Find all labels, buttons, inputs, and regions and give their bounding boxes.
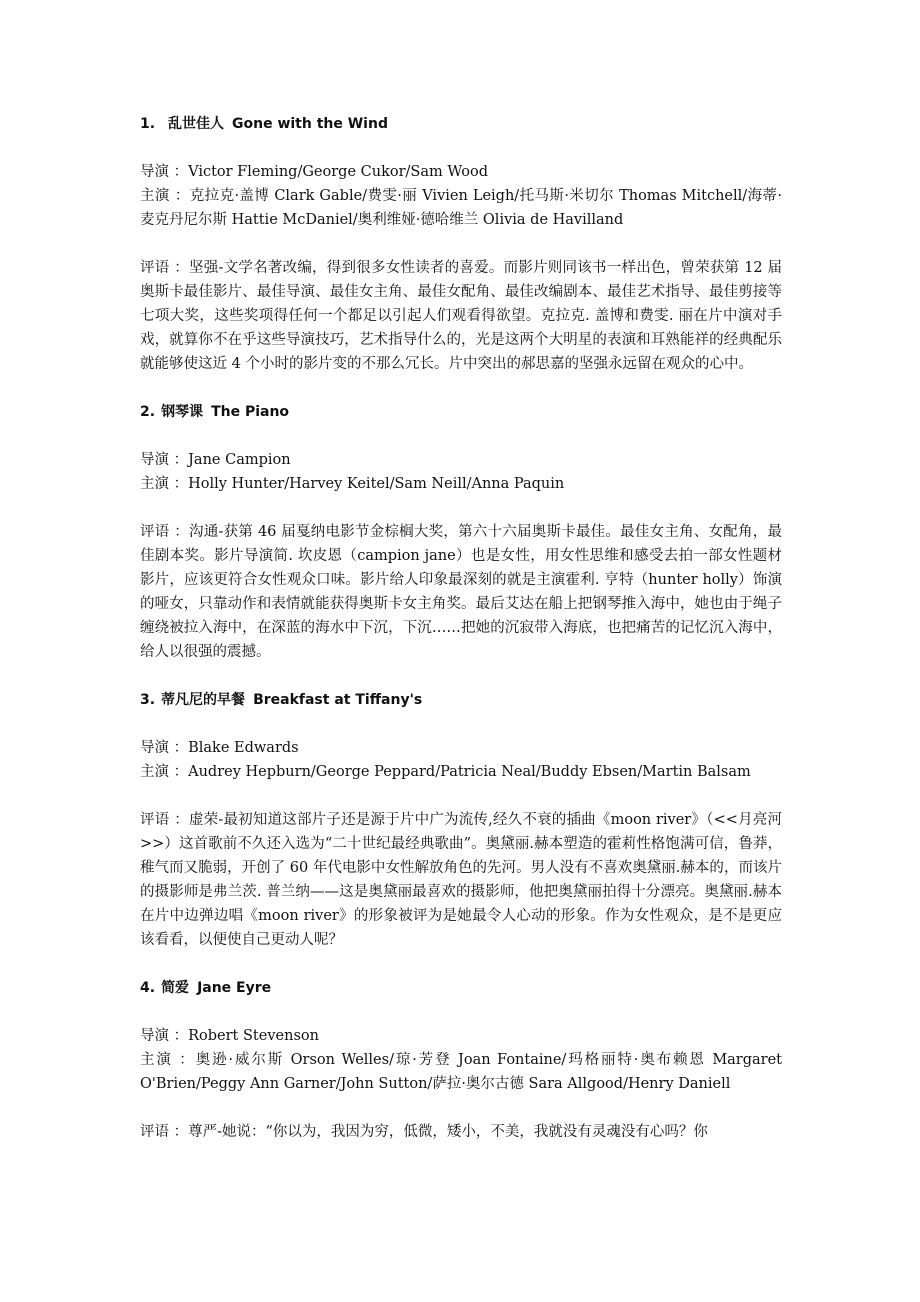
review-paragraph bbox=[140, 1120, 782, 1144]
movie-heading bbox=[140, 688, 782, 712]
director-line bbox=[140, 448, 782, 472]
director-label: 导演 ： bbox=[140, 1028, 189, 1044]
movie-number: 4. bbox=[140, 980, 156, 996]
review-text: 坚强-文学名著改编，得到很多女性读者的喜爱。而影片则同该书一样出色，曾荣获第 12 届奥斯卡最佳影片、最佳导演、最佳女主角、最佳女配角、最佳改编剧本、最佳艺术指导、最佳剪接等七项大奖，这些奖项得任何一个都足以引起人们观看得欲望。克拉克. 盖博和费雯. 丽在片中演对手戏，就算你不在乎这些导演技巧，艺术指导什么的，光是这两个大明星的表演和耳熟能祥的经典配乐就能够使这近 4 个小时的影片变的不那么冗长。片中突出的郝思嘉的坚强永远留在观众的心中。 bbox=[140, 260, 782, 372]
cast-label: 主演 ： bbox=[140, 476, 189, 492]
cast-line bbox=[140, 472, 782, 496]
cast-label: 主演 ： bbox=[140, 188, 190, 204]
review-paragraph bbox=[140, 808, 782, 952]
cast-value: Audrey Hepburn/George Peppard/Patricia Neal/Buddy Ebsen/Martin Balsam bbox=[188, 764, 751, 780]
director-label: 导演 ： bbox=[140, 164, 189, 180]
cast-line bbox=[140, 1048, 782, 1096]
movie-heading bbox=[140, 112, 782, 136]
director-label: 导演 ： bbox=[140, 740, 189, 756]
cast-value: 奥逊·威尔斯 Orson Welles/琼·芳登 Joan Fontaine/玛格丽特·奥布赖恩 Margaret O'Brien/Peggy Ann Garner/John Sutton/萨拉·奥尔古德 Sara Allgood/Henry Daniell bbox=[140, 1052, 783, 1092]
director-line bbox=[140, 160, 782, 184]
movie-title-cn: 蒂凡尼的早餐 bbox=[161, 692, 246, 708]
movie-title-cn: 钢琴课 bbox=[161, 404, 204, 420]
review-text: 虚荣-最初知道这部片子还是源于片中广为流传,经久不衰的插曲《moon river》（<<月亮河>>）这首歌前不久还入选为“二十世纪最经典歌曲”。奥黛丽.赫本塑造的霍莉性格饱满可信，鲁莽，稚气而又脆弱，开创了 60 年代电影中女性解放角色的先河。男人没有不喜欢奥黛丽.赫本的，而该片的摄影师是弗兰茨. 普兰纳——这是奥黛丽最喜欢的摄影师，他把奥黛丽拍得十分漂亮。奥黛丽.赫本在片中边弹边唱《moon river》的形象被评为是她最令人心动的形象。作为女性观众，是不是更应该看看，以便使自己更动人呢？ bbox=[140, 812, 783, 948]
movie-number: 3. bbox=[140, 692, 156, 708]
review-label: 评语 ： bbox=[140, 812, 189, 828]
movie-title-en: Jane Eyre bbox=[197, 980, 272, 996]
movie-heading bbox=[140, 400, 782, 424]
cast-label: 主演 ： bbox=[140, 764, 189, 780]
cast-line bbox=[140, 760, 782, 784]
review-text: 尊严-她说：“你以为，我因为穷，低微，矮小，不美，我就没有灵魂没有心吗？你 bbox=[188, 1124, 708, 1140]
review-label: 评语 ： bbox=[140, 1124, 189, 1140]
movie-title-en: Gone with the Wind bbox=[232, 116, 388, 132]
movie-title-cn: 简爱 bbox=[161, 980, 190, 996]
cast-label: 主演 ： bbox=[140, 1052, 196, 1068]
movie-number: 1. bbox=[140, 116, 156, 132]
director-line bbox=[140, 736, 782, 760]
review-paragraph bbox=[140, 256, 782, 376]
review-label: 评语 ： bbox=[140, 524, 190, 540]
review-text: 沟通-获第 46 届戛纳电影节金棕榈大奖，第六十六届奥斯卡最佳。最佳女主角、女配角，最佳剧本奖。影片导演简. 坎皮恩（campion jane）也是女性，用女性思维和感受去拍一部女性题材影片，应该更符合女性观众口味。影片给人印象最深刻的就是主演霍利. 亨特（hunter holly）饰演的哑女，只靠动作和表情就能获得奥斯卡女主角奖。最后艾达在船上把钢琴推入海中，她也由于绳子缠绕被拉入海中，在深蓝的海水中下沉，下沉……把她的沉寂带入海底，也把痛苦的记忆沉入海中，给人以很强的震撼。 bbox=[140, 524, 782, 660]
review-label: 评语 ： bbox=[140, 260, 190, 276]
director-value: Jane Campion bbox=[188, 452, 291, 468]
cast-value: Holly Hunter/Harvey Keitel/Sam Neill/Anna Paquin bbox=[188, 476, 565, 492]
movie-title-en: The Piano bbox=[211, 404, 290, 420]
movie-title-cn: 乱世佳人 bbox=[168, 116, 224, 132]
director-line bbox=[140, 1024, 782, 1048]
movie-title-en: Breakfast at Tiffany's bbox=[253, 692, 423, 708]
movie-entry-2 bbox=[140, 400, 782, 688]
movie-number: 2. bbox=[140, 404, 156, 420]
review-paragraph bbox=[140, 520, 782, 664]
movie-entry-3 bbox=[140, 688, 782, 976]
movie-entry-4 bbox=[140, 976, 782, 1144]
director-value: Victor Fleming/George Cukor/Sam Wood bbox=[188, 164, 489, 180]
director-value: Robert Stevenson bbox=[188, 1028, 319, 1044]
movie-heading bbox=[140, 976, 782, 1000]
cast-line bbox=[140, 184, 782, 232]
director-value: Blake Edwards bbox=[188, 740, 299, 756]
director-label: 导演 ： bbox=[140, 452, 189, 468]
movie-entry-1 bbox=[140, 112, 782, 400]
document-content bbox=[140, 112, 782, 1144]
cast-value: 克拉克·盖博 Clark Gable/费雯·丽 Vivien Leigh/托马斯·米切尔 Thomas Mitchell/海蒂·麦克丹尼尔斯 Hattie McDaniel/奥利维娅·德哈维兰 Olivia de Havilland bbox=[140, 188, 783, 228]
